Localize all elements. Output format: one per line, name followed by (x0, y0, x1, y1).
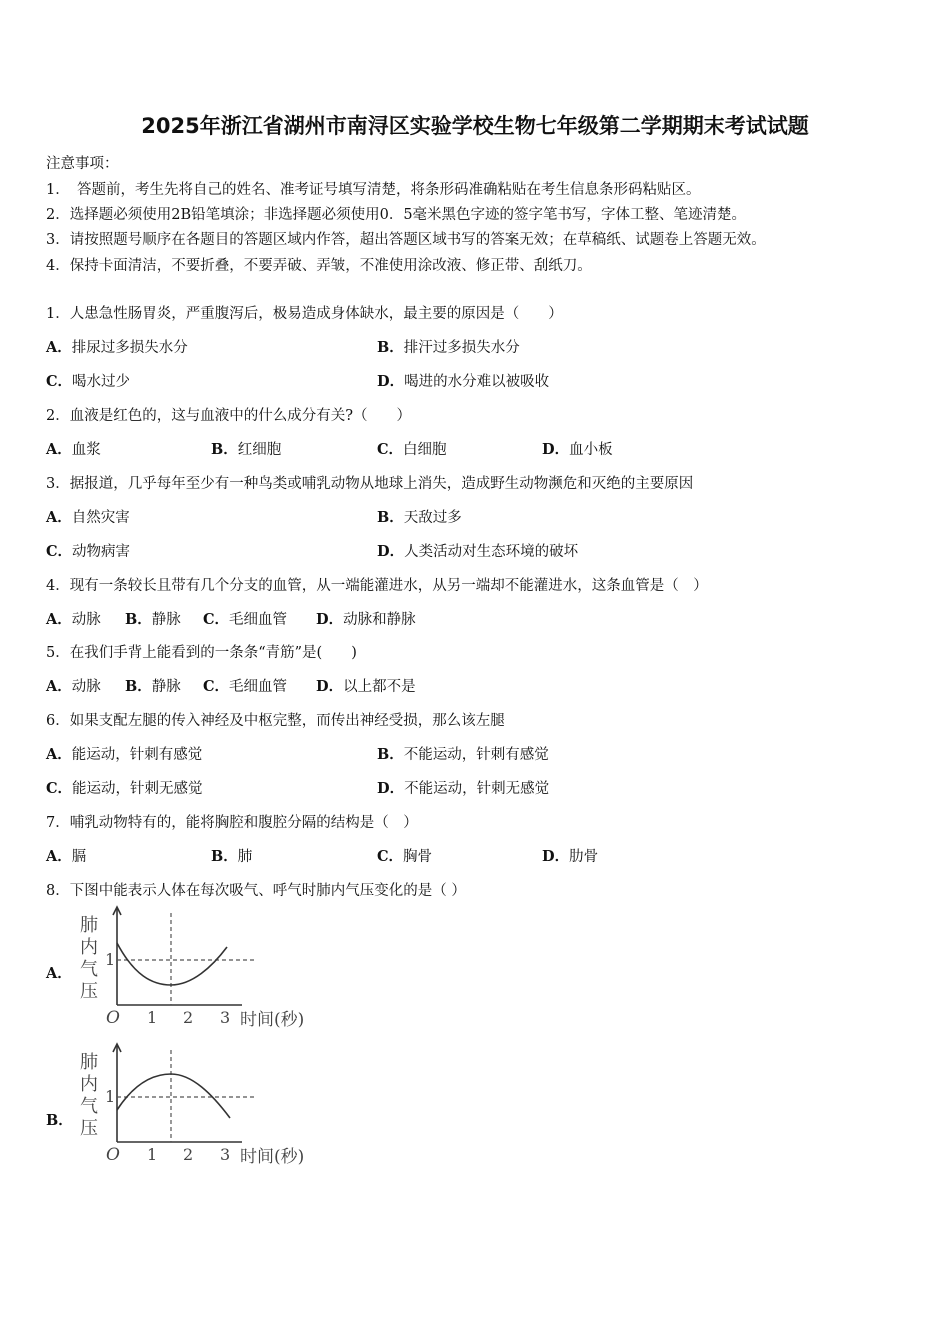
option-a[interactable]: A．动脉 (46, 611, 101, 628)
origin-label: O (106, 1145, 120, 1165)
notice-item: 2．选择题必须使用2B铅笔填涂；非选择题必须使用0．5毫米黑色字迹的签字笔书写，字体工整、笔迹清楚。 (46, 207, 747, 223)
xtick-label: 3 (220, 1145, 231, 1164)
ylabel-char: 气 (80, 1096, 98, 1117)
question-stem: 7．哺乳动物特有的，能将胸腔和腹腔分隔的结构是（ ） (46, 815, 418, 831)
ylabel-char: 肺 (80, 1052, 98, 1073)
option-c[interactable]: C．能运动，针刺无感觉 (46, 780, 203, 797)
ytick-label: 1 (105, 1087, 116, 1106)
exam-title: 2025年浙江省湖州市南浔区实验学校生物七年级第二学期期末考试试题 (141, 114, 809, 138)
ylabel-char: 压 (80, 981, 98, 1002)
question-stem: 2．血液是红色的，这与血液中的什么成分有关?（ ） (46, 408, 411, 424)
option-b[interactable]: B．红细胞 (211, 441, 282, 458)
xtick-label: 1 (147, 1008, 158, 1027)
option-b[interactable]: B． (46, 1112, 73, 1129)
xtick-label: 2 (183, 1145, 194, 1164)
notice-item: 3．请按照题号顺序在各题目的答题区域内作答，超出答题区域书写的答案无效；在草稿纸、试题卷上答题无效。 (46, 232, 766, 248)
option-c[interactable]: C．胸骨 (377, 848, 433, 865)
option-b[interactable]: B．肺 (211, 848, 253, 865)
question-stem: 1．人患急性肠胃炎，严重腹泻后，极易造成身体缺水，最主要的原因是（ ） (46, 306, 563, 322)
option-a[interactable]: A．动脉 (46, 678, 101, 695)
ylabel-char: 肺 (80, 915, 98, 936)
option-d[interactable]: D．血小板 (542, 441, 613, 458)
notice-item: 4．保持卡面清洁，不要折叠，不要弄破、弄皱，不准使用涂改液、修正带、刮纸刀。 (46, 258, 592, 274)
option-d[interactable]: D．肋骨 (542, 848, 599, 865)
question-stem: 4．现有一条较长且带有几个分支的血管，从一端能灌进水，从另一端却不能灌进水，这条血管是（ ） (46, 578, 708, 594)
question-stem: 8．下图中能表示人体在每次吸气、呼气时肺内气压变化的是（ ） (46, 883, 466, 899)
question-stem: 6．如果支配左腿的传入神经及中枢完整，而传出神经受损，那么该左腿 (46, 713, 505, 729)
option-a[interactable]: A．自然灾害 (46, 509, 130, 526)
ylabel-char: 压 (80, 1118, 98, 1139)
option-a[interactable]: A．能运动，针刺有感觉 (46, 746, 203, 763)
option-c[interactable]: C．毛细血管 (203, 678, 288, 695)
ytick-label: 1 (105, 950, 116, 969)
question-stem: 5．在我们手背上能看到的一条条“青筋”是( ) (46, 645, 357, 661)
xtick-label: 3 (220, 1008, 231, 1027)
origin-label: O (106, 1008, 120, 1028)
option-d[interactable]: D．动脉和静脉 (316, 611, 416, 628)
notice-item: 1． 答题前，考生先将自己的姓名、准考证号填写清楚，将条形码准确粘贴在考生信息条形码粘贴区。 (46, 182, 701, 198)
graph-a (72, 905, 332, 1030)
option-c[interactable]: C．白细胞 (377, 441, 447, 458)
option-c[interactable]: C．动物病害 (46, 543, 131, 560)
option-d[interactable]: D．以上都不是 (316, 678, 416, 695)
pressure-curve (117, 943, 227, 985)
xlabel: 时间(秒) (240, 1147, 305, 1167)
xlabel: 时间(秒) (240, 1010, 305, 1030)
xtick-label: 2 (183, 1008, 194, 1027)
xtick-label: 1 (147, 1145, 158, 1164)
question-stem: 3．据报道，几乎每年至少有一种鸟类或哺乳动物从地球上消失，造成野生动物濒危和灭绝的主要原因 (46, 476, 694, 492)
graph-b (72, 1042, 332, 1167)
option-b[interactable]: B．静脉 (125, 678, 181, 695)
option-b[interactable]: B．不能运动，针刺有感觉 (377, 746, 549, 763)
option-b[interactable]: B．静脉 (125, 611, 181, 628)
option-b[interactable]: B．排汗过多损失水分 (377, 339, 520, 356)
option-d[interactable]: D．喝进的水分难以被吸收 (377, 373, 550, 390)
option-c[interactable]: C．喝水过少 (46, 373, 131, 390)
option-a[interactable]: A．排尿过多损失水分 (46, 339, 188, 356)
option-b[interactable]: B．天敌过多 (377, 509, 462, 526)
option-a[interactable]: A． (46, 965, 72, 982)
ylabel-char: 内 (80, 1074, 98, 1095)
option-a[interactable]: A．膈 (46, 848, 87, 865)
notice-heading: 注意事项： (46, 156, 119, 172)
option-c[interactable]: C．毛细血管 (203, 611, 288, 628)
option-a[interactable]: A．血浆 (46, 441, 101, 458)
option-d[interactable]: D．不能运动，针刺无感觉 (377, 780, 550, 797)
ylabel-char: 内 (80, 937, 98, 958)
ylabel-char: 气 (80, 959, 98, 980)
option-d[interactable]: D．人类活动对生态环境的破坏 (377, 543, 579, 560)
pressure-curve (117, 1074, 230, 1118)
